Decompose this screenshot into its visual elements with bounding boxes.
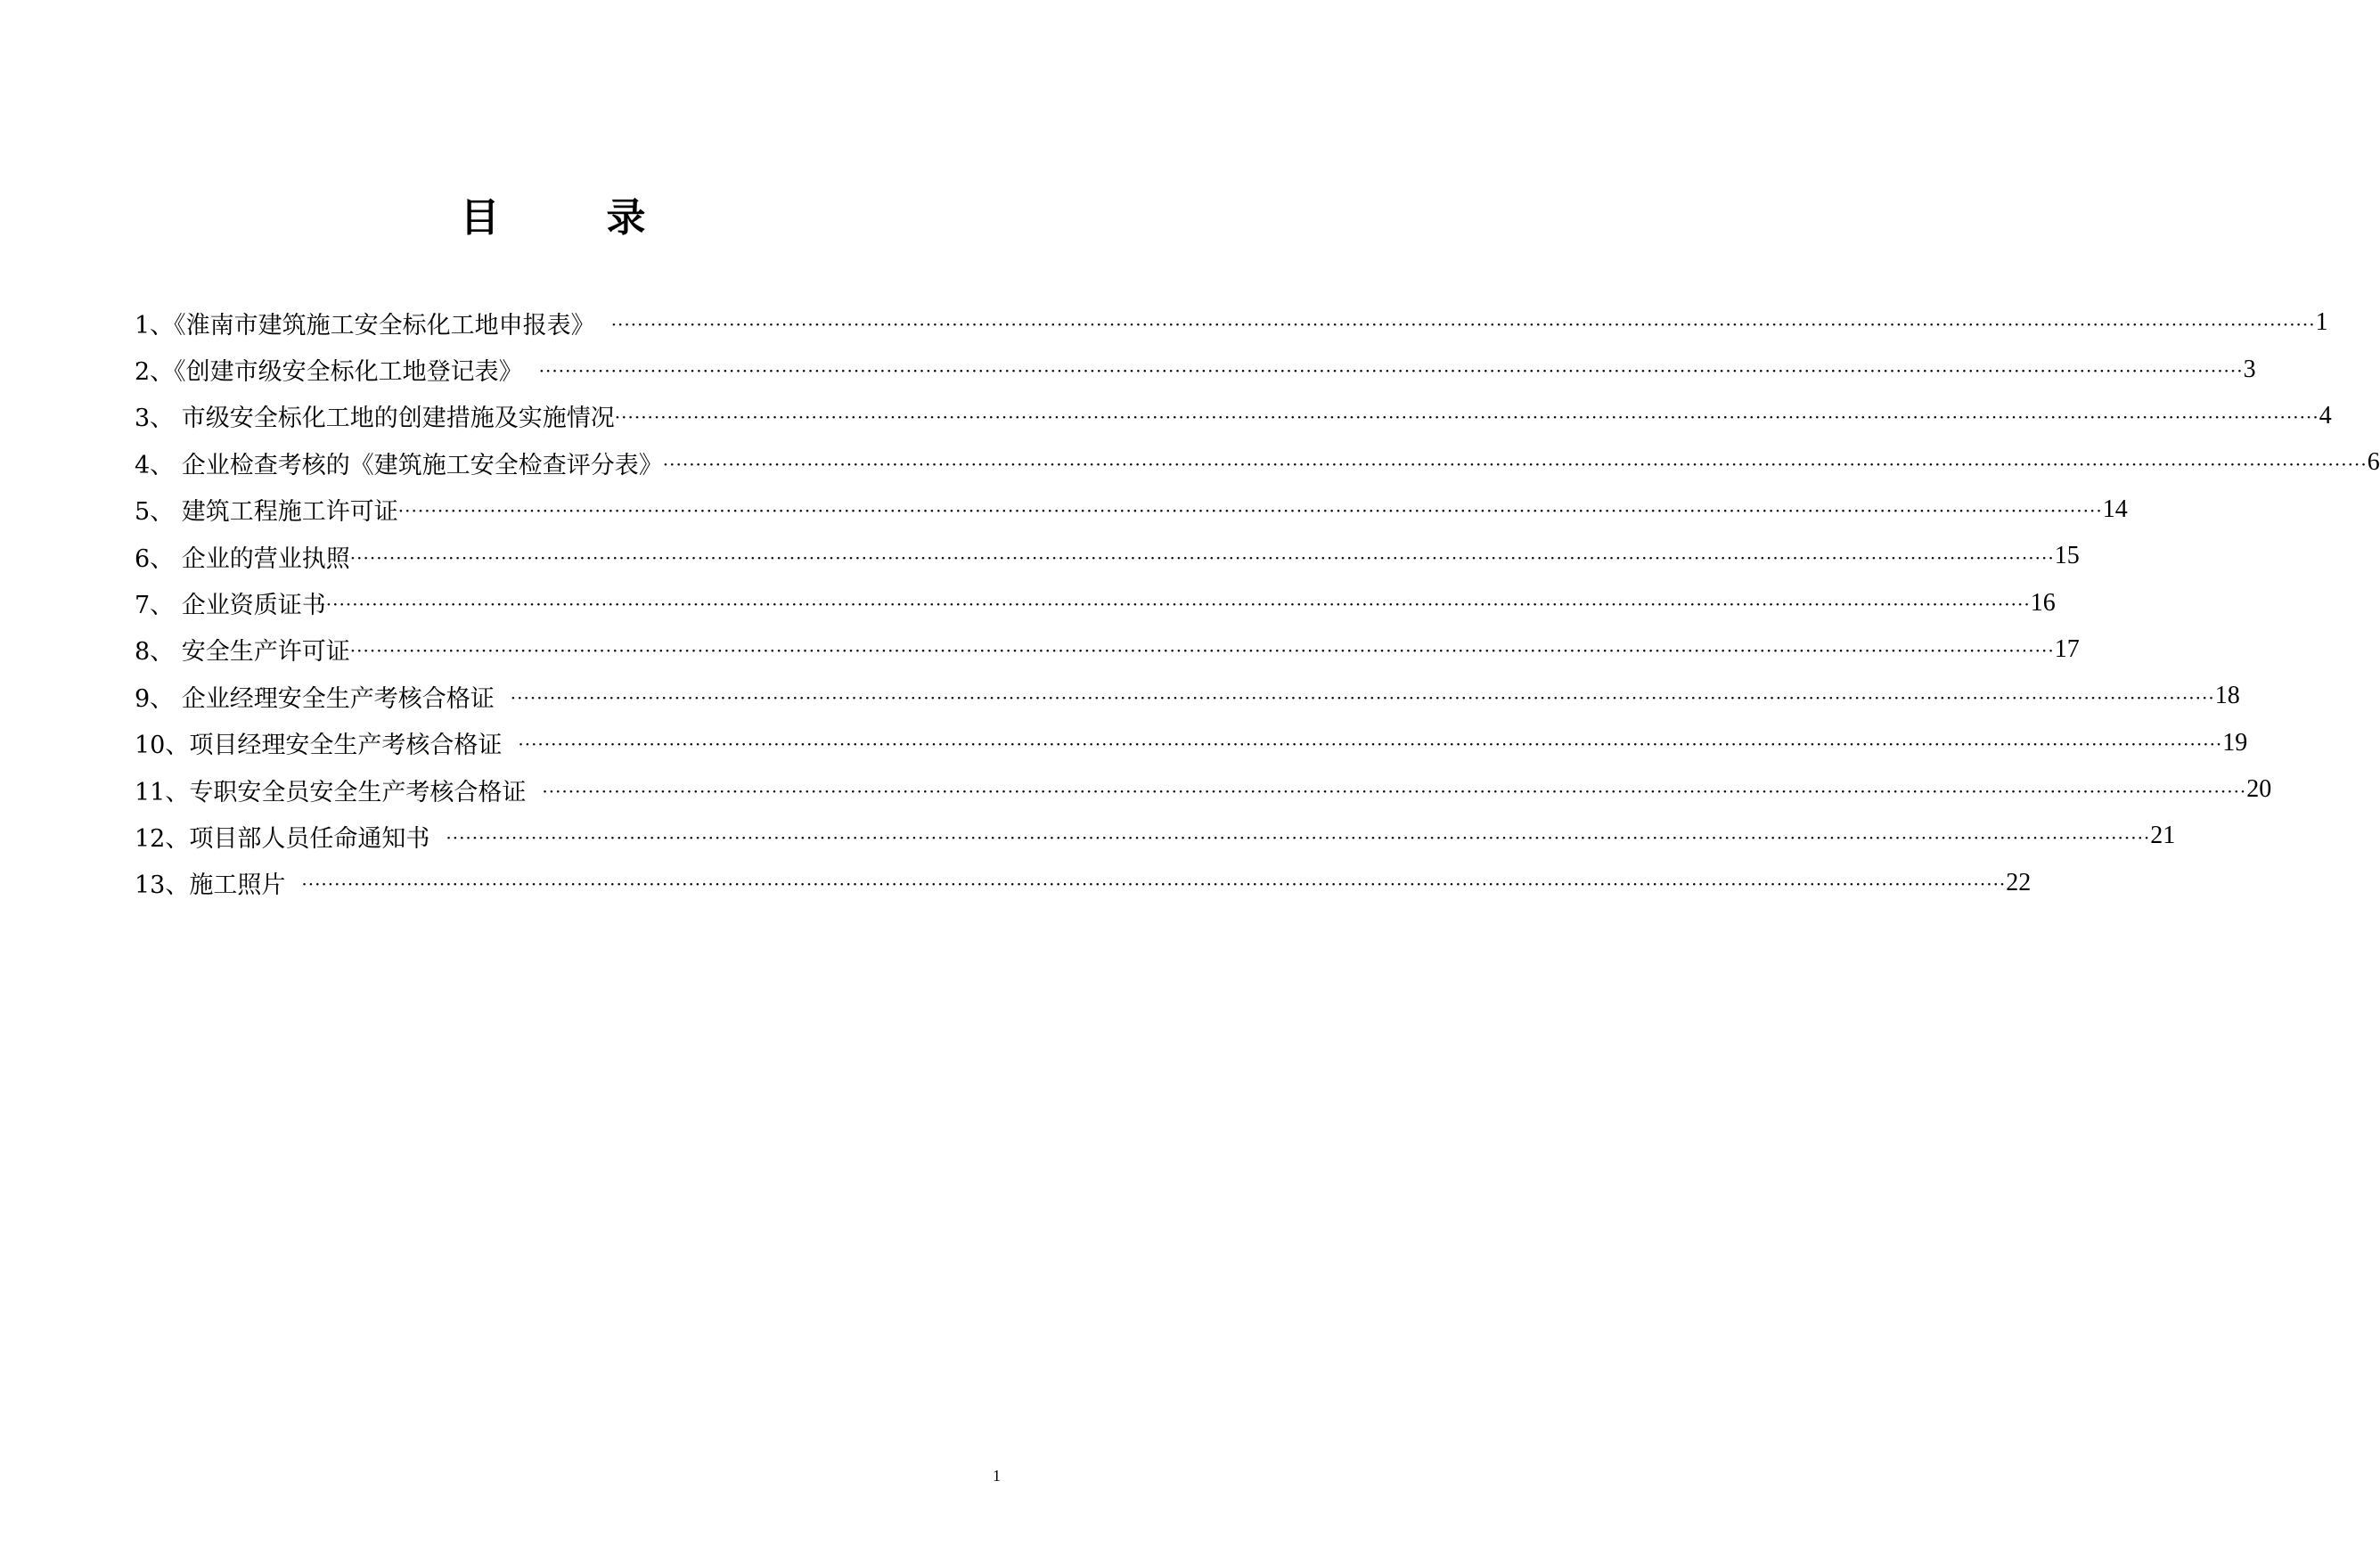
toc-entry[interactable]	[135, 860, 2032, 906]
toc-entry-page: 15	[2054, 542, 2080, 570]
toc-entry-page: 19	[2222, 728, 2248, 757]
toc-dot-leader: ····································································································································································································································································	[538, 360, 2244, 382]
toc-entry-label: 2、《创建市级安全标化工地登记表》	[135, 358, 523, 387]
toc-entry-page: 17	[2054, 634, 2080, 663]
toc-entry-page: 18	[2214, 682, 2240, 710]
toc-entry-page: 1	[2315, 308, 2328, 337]
toc-dot-leader: ····································································································································································································································································	[518, 733, 2223, 756]
toc-entry-label: 13、施工照片	[135, 872, 286, 900]
toc-entry[interactable]	[135, 533, 2080, 579]
toc-dot-leader: ····································································································································································································································································	[610, 313, 2316, 335]
table-of-contents	[135, 299, 2380, 906]
toc-entry-label: 11、专职安全员安全生产考核合格证	[135, 778, 527, 806]
toc-entry[interactable]	[135, 346, 2256, 392]
toc-entry-label: 10、项目经理安全生产考核合格证	[135, 732, 503, 760]
toc-entry[interactable]	[135, 579, 2056, 626]
toc-entry-label: 5、 建筑工程施工许可证	[135, 498, 398, 527]
toc-entry-label: 6、 企业的营业执照	[135, 544, 350, 573]
toc-entry-page: 16	[2030, 588, 2056, 617]
toc-entry-page: 14	[2102, 495, 2128, 523]
toc-dot-leader: ····································································································································································································································································	[446, 826, 2151, 848]
toc-entry-label: 4、 企业检查考核的《建筑施工安全检查评分表》	[135, 451, 663, 479]
toc-entry[interactable]	[135, 299, 2328, 346]
toc-entry-page: 22	[2006, 868, 2032, 896]
toc-entry-label: 7、 企业资质证书	[135, 592, 326, 620]
toc-dot-leader: ····································································································································································································································································	[349, 546, 2055, 569]
toc-entry[interactable]	[135, 439, 2380, 486]
toc-entry-label: 8、 安全生产许可证	[135, 638, 350, 667]
toc-entry[interactable]	[135, 720, 2248, 766]
toc-entry[interactable]	[135, 813, 2176, 859]
toc-entry-page: 3	[2243, 355, 2256, 383]
toc-entry-page: 20	[2246, 775, 2272, 804]
page-title: 目 录	[460, 195, 680, 241]
toc-dot-leader: ····································································································································································································································································	[349, 640, 2055, 662]
toc-dot-leader: ····································································································································································································································································	[662, 453, 2368, 475]
toc-entry[interactable]	[135, 393, 2332, 439]
toc-dot-leader: ····································································································································································································································································	[510, 686, 2215, 708]
toc-entry-label: 1、《淮南市建筑施工安全标化工地申报表》	[135, 311, 595, 340]
toc-entry-label: 12、项目部人员任命通知书	[135, 824, 430, 853]
toc-dot-leader: ····································································································································································································································································	[325, 593, 2031, 616]
toc-dot-leader: ····································································································································································································································································	[542, 780, 2247, 802]
toc-entry-page: 6	[2367, 448, 2380, 477]
page-number: 1	[993, 1467, 1001, 1485]
toc-entry-label: 3、 市级安全标化工地的创建措施及实施情况	[135, 405, 615, 433]
toc-dot-leader: ····································································································································································································································································	[397, 500, 2103, 522]
toc-entry[interactable]	[135, 487, 2128, 533]
toc-entry[interactable]	[135, 626, 2080, 673]
toc-entry-page: 4	[2319, 401, 2332, 430]
toc-dot-leader: ····································································································································································································································································	[614, 406, 2319, 429]
toc-entry-page: 21	[2150, 822, 2176, 850]
toc-entry[interactable]	[135, 673, 2240, 719]
toc-entry[interactable]	[135, 766, 2272, 813]
toc-entry-label: 9、 企业经理安全生产考核合格证	[135, 684, 495, 713]
toc-dot-leader: ····································································································································································································································································	[301, 873, 2007, 896]
